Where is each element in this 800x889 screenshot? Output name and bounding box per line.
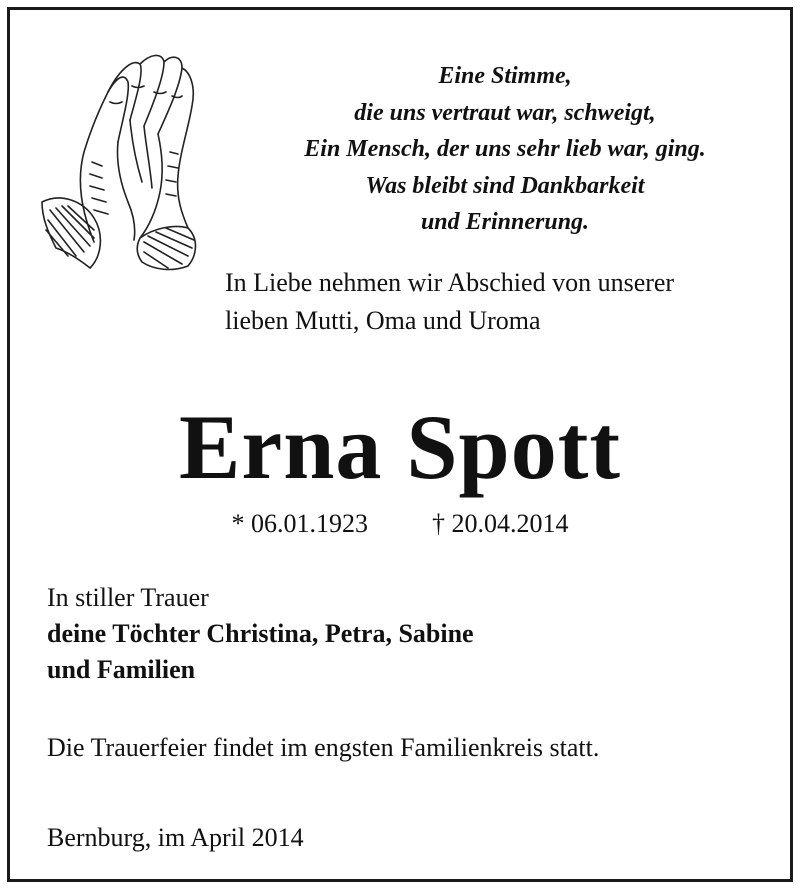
mourners-block — [47, 580, 767, 688]
poem-line: Ein Mensch, der uns sehr lieb war, ging. — [304, 136, 706, 162]
poem-line: Was bleibt sind Dankbarkeit — [365, 172, 645, 199]
place-and-date: Bernburg, im April 2014 — [47, 823, 304, 852]
birth-date: * 06.01.1923 — [231, 509, 368, 538]
poem-line: die uns vertraut war, schweigt, — [354, 99, 656, 126]
intro-line: In Liebe nehmen wir Abschied von unserer — [225, 268, 675, 297]
intro-line: lieben Mutti, Oma und Uroma — [225, 306, 541, 335]
memorial-poem — [225, 58, 785, 241]
mourners-names: deine Töchter Christina, Petra, Sabine — [47, 619, 474, 648]
mourners-families: und Familien — [47, 655, 196, 684]
mourners-intro: In stiller Trauer — [47, 583, 209, 612]
poem-line: und Erinnerung. — [420, 209, 590, 235]
service-note: Die Trauerfeier findet im engsten Familienkreis statt. — [47, 733, 600, 762]
life-dates — [10, 506, 790, 542]
deceased-name: Erna Spott — [179, 396, 621, 498]
obituary-notice — [7, 7, 793, 882]
farewell-intro — [225, 264, 795, 340]
praying-hands-icon — [32, 42, 212, 282]
poem-line: Eine Stimme, — [438, 63, 572, 89]
death-date: † 20.04.2014 — [432, 509, 569, 538]
